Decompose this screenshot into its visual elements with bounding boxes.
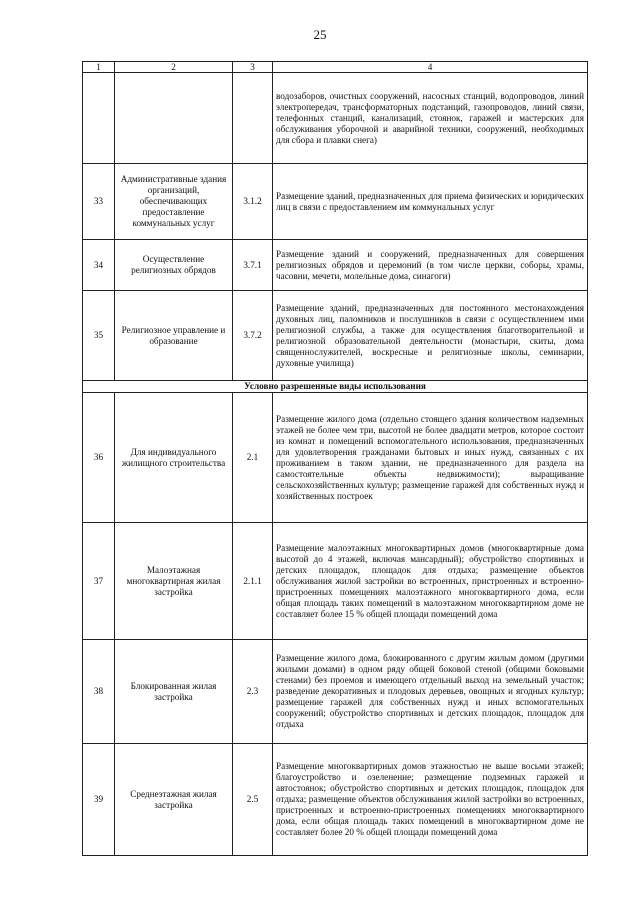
column-number: 1 bbox=[83, 62, 115, 73]
table-row bbox=[83, 240, 588, 291]
use-description: Размещение жилого дома, блокированного с другим жилым домом (другими жилыми домами) в одном ряду общей боковой стеной (общими боковыми стенами) без проемов и имеющего отдельный выход на земельный участок; разведение декоративных и плодовых деревьев, овощных и ягодных культур; размещение гаражей для собственных нужд и иных вспомогательных сооружений; обустройство спортивных и детских площадок, площадок для отдыха bbox=[273, 640, 588, 744]
use-type-name: Религиозное управление и образование bbox=[115, 291, 233, 381]
use-description: Размещение зданий и сооружений, предназначенных для совершения религиозных обрядов и церемоний (в том числе церкви, соборы, храмы, часовни, мечети, молельные дома, синагоги) bbox=[273, 240, 588, 291]
column-number: 2 bbox=[115, 62, 233, 73]
use-type-name: Среднеэтажная жилая застройка bbox=[115, 744, 233, 856]
row-number: 36 bbox=[83, 393, 115, 523]
row-number: 33 bbox=[83, 164, 115, 240]
classifier-code: 2.1.1 bbox=[233, 523, 273, 640]
row-number: 38 bbox=[83, 640, 115, 744]
use-description: Размещение зданий, предназначенных для постоянного местонахождения духовных лиц, паломников и послушников в связи с осуществлением ими религиозной службы, а также для осуществления благотворительной и религиозной образовательной деятельности (монастыри, скиты, дома священнослужителей, воскресные и религиозные школы, семинарии, духовные училища) bbox=[273, 291, 588, 381]
row-number-cell bbox=[83, 73, 115, 164]
table-row bbox=[83, 291, 588, 381]
column-number: 4 bbox=[273, 62, 588, 73]
row-number: 37 bbox=[83, 523, 115, 640]
row-number: 35 bbox=[83, 291, 115, 381]
use-description: Размещение многоквартирных домов этажностью не выше восьми этажей; благоустройство и озеленение; размещение подземных гаражей и автостоянок; обустройство спортивных и детских площадок, площадок для отдыха; размещение объектов обслуживания жилой застройки во встроенных, пристроенных и встроенно-пристроенных помещениях многоквартирного дома, если общая площадь таких помещений в многоквартирном доме не составляет более 20 % общей площади помещений дома bbox=[273, 744, 588, 856]
use-type-name: Для индивидуального жилищного строительства bbox=[115, 393, 233, 523]
use-type-name: Малоэтажная многоквартирная жилая застройка bbox=[115, 523, 233, 640]
classifier-code: 2.5 bbox=[233, 744, 273, 856]
column-number: 3 bbox=[233, 62, 273, 73]
use-description: Размещение малоэтажных многоквартирных домов (многоквартирные дома высотой до 4 этажей, включая мансардный); обустройство спортивных и детских площадок, площадок для отдыха; размещение объектов обслуживания жилой застройки во встроенных, пристроенных и встроенно-пристроенных помещениях малоэтажного многоквартирного дома, если общая площадь таких помещений в малоэтажном многоквартирном доме не составляет более 15 % общей площади помещений дома bbox=[273, 523, 588, 640]
use-type-name: Блокированная жилая застройка bbox=[115, 640, 233, 744]
table-row bbox=[83, 640, 588, 744]
classifier-code-cell bbox=[233, 73, 273, 164]
classifier-code: 3.1.2 bbox=[233, 164, 273, 240]
table-row bbox=[83, 164, 588, 240]
classifier-code: 3.7.2 bbox=[233, 291, 273, 381]
use-type-name: Административные здания организаций, обеспечивающих предоставление коммунальных услуг bbox=[115, 164, 233, 240]
section-header-row bbox=[83, 381, 588, 393]
table-row bbox=[83, 393, 588, 523]
classifier-code: 2.1 bbox=[233, 393, 273, 523]
use-description: Размещение жилого дома (отдельно стоящего здания количеством надземных этажей не более чем три, высотой не более двадцати метров, которое состоит из комнат и помещений вспомогательного использования, предназначенных для удовлетворения гражданами бытовых и иных нужд, связанных с их проживанием в таком здании, не предназначенного для раздела на самостоятельные объекты недвижимости); выращивание сельскохозяйственных культур; размещение гаражей для собственных нужд и хозяйственных построек bbox=[273, 393, 588, 523]
row-number: 39 bbox=[83, 744, 115, 856]
row-number: 34 bbox=[83, 240, 115, 291]
use-description: Размещение зданий, предназначенных для приема физических и юридических лиц в связи с предоставлением им коммунальных услуг bbox=[273, 164, 588, 240]
section-title: Условно разрешенные виды использования bbox=[83, 381, 588, 393]
continuation-row bbox=[83, 73, 588, 164]
column-number-row bbox=[83, 62, 588, 73]
page-number: 25 bbox=[313, 27, 327, 42]
table-row bbox=[83, 523, 588, 640]
classifier-code: 3.7.1 bbox=[233, 240, 273, 291]
classifier-code: 2.3 bbox=[233, 640, 273, 744]
table-row bbox=[83, 744, 588, 856]
use-description: водозаборов, очистных сооружений, насосных станций, водопроводов, линий электропередач, трансформаторных подстанций, газопроводов, линий связи, телефонных станций, канализаций, стоянок, гаражей и мастерских для обслуживания уборочной и аварийной техники, сооружений, необходимых для сбора и плавки снега) bbox=[273, 73, 588, 164]
land-use-table bbox=[82, 61, 588, 856]
use-type-name-cell bbox=[115, 73, 233, 164]
use-type-name: Осуществление религиозных обрядов bbox=[115, 240, 233, 291]
